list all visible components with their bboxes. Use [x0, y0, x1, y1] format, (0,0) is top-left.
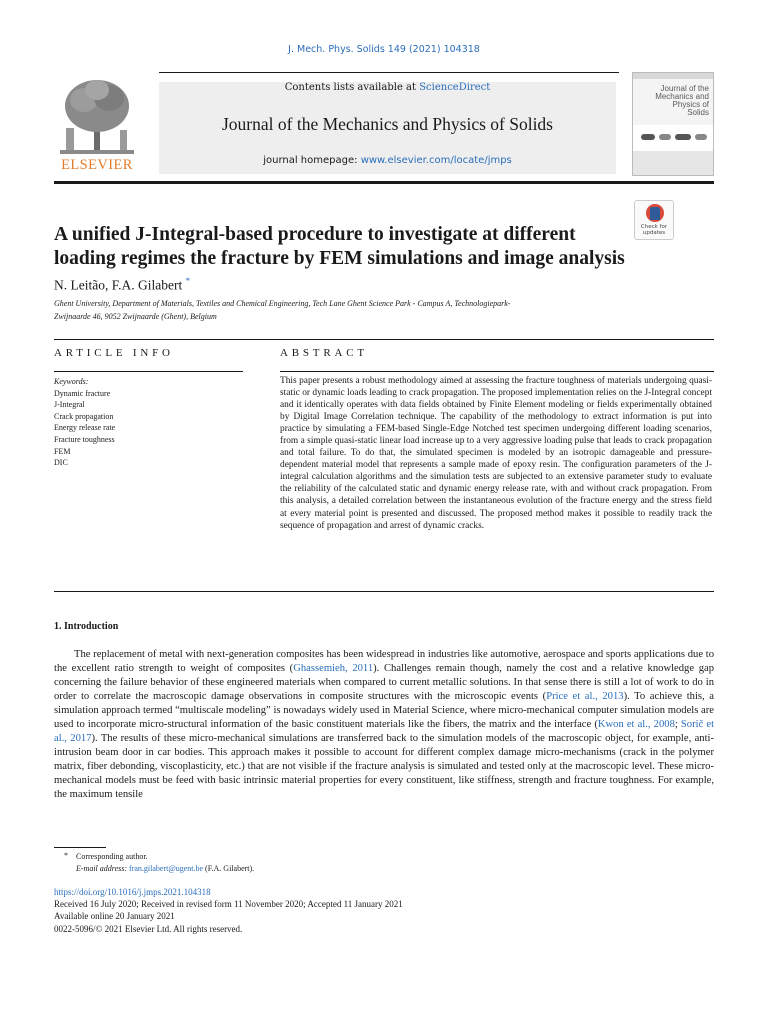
citation-sep: ,	[345, 663, 353, 674]
abstract-bottom-rule	[54, 591, 714, 592]
citation-author: Kwon et al.	[597, 719, 648, 730]
intro-text-run: The replacement of metal with next-generation composites has been widespread in industries like automotive, aerospace and sports applications due to the excellent ratio strength to weight of composites (	[54, 649, 714, 674]
journal-homepage-link[interactable]: www.elsevier.com/locate/jmps	[360, 155, 512, 166]
journal-header-box	[159, 82, 616, 174]
keyword-item: Dynamic fracture	[54, 388, 111, 398]
keyword-item: J-Integral	[54, 400, 85, 410]
crossmark-bookmark	[650, 207, 660, 220]
footnote-rule	[54, 847, 106, 848]
crossmark-label-line2: updates	[642, 230, 666, 236]
elsevier-tree-icon	[54, 72, 140, 158]
citation-year: 2011	[352, 663, 374, 674]
keyword-item: Energy release rate	[54, 423, 116, 433]
author-list	[54, 276, 190, 294]
doi-link[interactable]: https://doi.org/10.1016/j.jmps.2021.104318	[54, 887, 211, 897]
keyword-item: Crack propagation	[54, 411, 114, 421]
keywords-label: Keywords:	[54, 377, 89, 386]
keywords-rule	[54, 371, 243, 372]
corresponding-author-mark[interactable]: *	[185, 276, 191, 286]
citation-author: Sorič et al.	[54, 719, 715, 744]
homepage-prefix: journal homepage:	[263, 155, 361, 166]
citation-author: Price et al.	[546, 691, 596, 702]
crossmark-label	[635, 224, 673, 236]
citation-author: Ghassemieh	[293, 663, 345, 674]
cover-image-strip	[633, 125, 713, 151]
abstract-text: This paper presents a robust methodology aimed at assessing the fracture toughness of materials undergoing quasi-static or dynamic loads leading to crack propagation. The proposed implementation relies on the J-Integral concept and it identically operates with data fields obtained by Finite Element modeling or fields experimentally obtained by Digital Image Correlation technique. The capability of the methodology to extract information is put into practice by simulating a FEM-based Single-Edge Notched test specimen undergoing different loading scenarios, from a simple quasi-static linear load increase up to a very aggressive loading pulse that leads to crack propagation and total failure. To do that, the simulated specimen is modeled by an isotropic damageable and pressure-dependent material model that represents a sample made of epoxy resin. The configuration parameters of the J-integral calculation algorithms and the simulation tests are subjected to an extensive parameter study to evaluate the reliability of the calculated static and dynamic energy release rate, with and without crack propagation. From this analysis, a detailed correlation between the instantaneous evolution of the fracture energy and the stress field at every material point is presented and discussed. The proposed method makes it possible to readily track the sequence of propagation and arrest of dynamic cracks.	[280, 376, 712, 531]
check-for-updates-icon[interactable]	[634, 200, 674, 240]
homepage-line	[159, 155, 616, 166]
cover-shape	[695, 134, 707, 140]
citation-year: 2017	[70, 733, 92, 744]
copyright-line: 0022-5096/© 2021 Elsevier Ltd. All rights reserved.	[54, 923, 243, 934]
cover-top-band	[633, 73, 713, 79]
affiliation: Ghent University, Department of Materials, Textiles and Chemical Engineering, Tech Lane Ghent Science Park - Campus A, Technologiepark-Zwijnaarde 46, 9052 Zwijnaarde (Ghent), Belgium	[54, 299, 511, 321]
journal-masthead	[54, 72, 714, 182]
contents-prefix: Contents lists available at	[284, 82, 420, 93]
citation-sep: ,	[595, 691, 603, 702]
article-title: A unified J-Integral-based procedure to investigate at different loading regimes the fracture by FEM simulations and image analysis	[54, 224, 625, 269]
journal-title: Journal of the Mechanics and Physics of Solids	[222, 114, 553, 134]
email-link[interactable]: fran.gilabert@ugent.be	[129, 864, 204, 873]
footnote-mark: *	[64, 851, 68, 860]
citation-link[interactable]	[546, 691, 623, 702]
keyword-item: DIC	[54, 458, 68, 468]
publication-info	[54, 886, 403, 935]
header-top-rule	[159, 72, 619, 73]
citation-sep: ,	[64, 733, 71, 744]
available-online: Available online 20 January 2021	[54, 911, 175, 922]
intro-text-run: ). The results of these micro-mechanical simulations are transferred back to the simulation models of the macroscopic object, for example, anti-intrusion beam door in car bodies. This approach makes it possible to account for different complex damage micro-mechanisms (crack in the polymer matrix, fiber debonding, viscoplasticity, etc.) that are not visible if the fracture analysis is simulated and tested only at the macroscopic level. These micro-mechanical models must be feed with basic intrinsic material properties for every constituent, like stiffness, strength and fracture toughness. For example, the maximum tensile	[54, 733, 714, 800]
article-info-rule	[54, 339, 714, 340]
cover-shape	[659, 134, 671, 140]
journal-cover-thumbnail[interactable]	[632, 72, 714, 176]
email-owner: (F.A. Gilabert).	[203, 864, 255, 873]
elsevier-wordmark: ELSEVIER	[61, 157, 133, 173]
elsevier-tree-logo[interactable]	[54, 72, 140, 176]
keywords-block	[54, 376, 244, 469]
authors-names: N. Leitão, F.A. Gilabert	[54, 277, 183, 293]
cover-shape	[641, 134, 655, 140]
journal-citation[interactable]: J. Mech. Phys. Solids 149 (2021) 104318	[288, 44, 480, 55]
abstract-rule	[280, 371, 714, 372]
crossmark-label-line1: Check for	[640, 224, 668, 230]
introduction-paragraph	[54, 648, 714, 802]
contents-line	[159, 82, 616, 93]
citation-link[interactable]	[293, 663, 373, 674]
citation-sep: ,	[647, 719, 654, 730]
citation-semicolon: ;	[674, 719, 681, 730]
citation-year: 2013	[602, 691, 624, 702]
cover-footer	[633, 151, 713, 175]
header-divider	[54, 181, 714, 184]
corresponding-author-note: Corresponding author.	[76, 852, 148, 861]
keyword-item: Fracture toughness	[54, 434, 115, 444]
intro-text-run: ). Challenges remain though, namely the cost and a relative knowledge gap concerning the failure behavior of these engineered materials when compared to current metallic solutions. In that sense there is still a lot of work to do in order to correlate the macroscopic damage observations in composite structures with the microscopic events (	[54, 663, 715, 702]
footnote-email	[76, 863, 254, 875]
section-heading-introduction: 1. Introduction	[54, 621, 119, 632]
publication-history: Received 16 July 2020; Received in revised form 11 November 2020; Accepted 11 January 2021	[54, 899, 403, 910]
article-info-heading: ARTICLE INFO	[54, 347, 174, 359]
sciencedirect-link[interactable]: ScienceDirect	[419, 82, 491, 93]
citation-year: 2008	[653, 719, 675, 730]
keyword-item: FEM	[54, 446, 71, 456]
cover-shape	[675, 134, 691, 140]
email-label: E-mail address:	[76, 864, 128, 873]
cover-title: Journal of the Mechanics and Physics of Solids	[655, 84, 709, 117]
citation-link[interactable]	[598, 719, 675, 730]
intro-text-run: ). To achieve this, a simulation approach termed “multiscale modeling” is nowadays widely used in Material Science, where micro-mechanical computer simulation models are used to incorporate micro-structural information of the basic constituent materials like the fibers, the matrix and the interface (	[54, 691, 714, 730]
abstract-heading: ABSTRACT	[280, 347, 368, 359]
